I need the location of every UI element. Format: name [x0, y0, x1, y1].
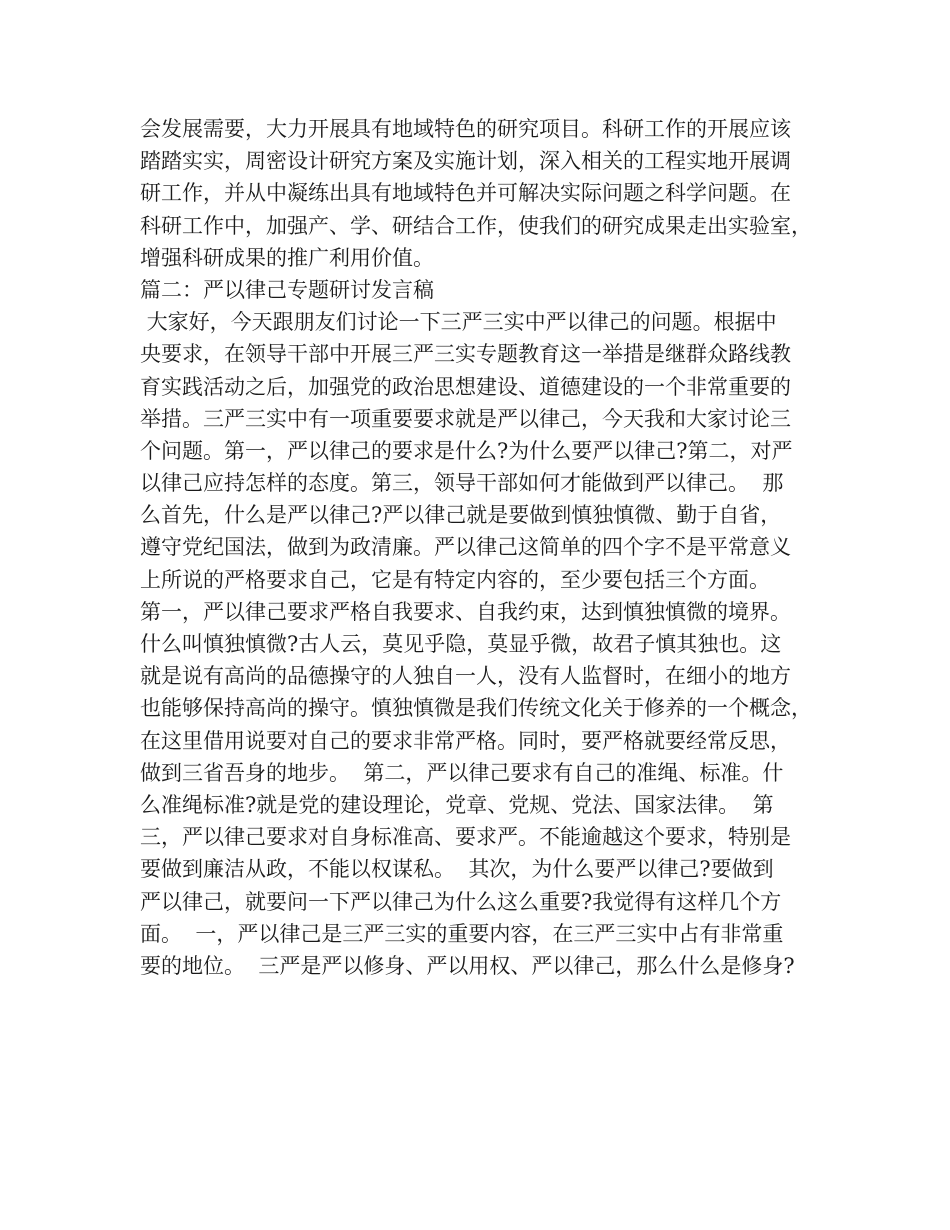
text-line-13: 么首先，什么是严以律己?严以律己就是要做到慎独慎微、勤于自省， [140, 503, 782, 528]
text-line-4: 科研工作中，加强产、学、研结合工作，使我们的研究成果走出实验室， [140, 213, 812, 238]
text-line-14: 遵守党纪国法，做到为政清廉。严以律己这简单的四个字不是平常意义 [140, 535, 791, 560]
text-line-20: 在这里借用说要对自己的要求非常严格。同时，要严格就要经常反思， [140, 728, 791, 753]
text-line-17: 什么叫慎独慎微?古人云，莫见乎隐，莫显乎微，故君子慎其独也。这 [140, 632, 782, 656]
text-line-2: 踏踏实实，周密设计研究方案及实施计划，深入相关的工程实地开展调 [140, 149, 791, 174]
text-line-15: 上所说的严格要求自己，它是有特定内容的，至少要包括三个方面。 [140, 567, 770, 592]
text-line-16: 第一，严以律己要求严格自我要求、自我约束，达到慎独慎微的境界。 [140, 599, 791, 624]
text-line-25: 严以律己，就要问一下严以律己为什么这么重要?我觉得有这样几个方 [140, 889, 782, 914]
text-line-19: 也能够保持高尚的操守。慎独慎微是我们传统文化关于修养的一个概念， [140, 696, 812, 721]
text-line-5: 增强科研成果的推广利用价值。 [140, 245, 434, 270]
text-line-3: 研工作，并从中凝练出具有地域特色并可解决实际问题之科学问题。在 [140, 181, 791, 206]
section-heading: 篇二：严以律己专题研讨发言稿 [140, 277, 434, 302]
text-line-22: 么准绳标准?就是党的建设理论，党章、党规、党法、国家法律。 第 [140, 792, 774, 817]
text-line-8: 央要求，在领导干部中开展三严三实专题教育这一举措是继群众路线教 [140, 342, 791, 367]
text-line-18: 就是说有高尚的品德操守的人独自一人，没有人监督时，在细小的地方 [140, 664, 791, 689]
text-line-26: 面。 一，严以律己是三严三实的重要内容，在三严三实中占有非常重 [140, 921, 784, 946]
text-line-21: 做到三省吾身的地步。 第二，严以律己要求有自己的准绳、标准。什 [140, 760, 784, 785]
text-line-7: 大家好，今天跟朋友们讨论一下三严三实中严以律己的问题。根据中 [140, 310, 777, 335]
text-line-12: 以律己应持怎样的态度。第三，领导干部如何才能做到严以律己。 那 [140, 471, 784, 496]
document-body [140, 113, 830, 982]
text-line-27: 要的地位。 三严是严以修身、严以用权、严以律己，那么什么是修身? [140, 953, 795, 978]
text-line-11: 个问题。第一，严以律己的要求是什么?为什么要严以律己?第二，对严 [140, 438, 793, 463]
text-line-24: 要做到廉洁从政，不能以权谋私。 其次，为什么要严以律己?要做到 [140, 857, 774, 882]
text-line-23: 三，严以律己要求对自身标准高、要求严。不能逾越这个要求，特别是 [140, 825, 791, 850]
text-line-9: 育实践活动之后，加强党的政治思想建设、道德建设的一个非常重要的 [140, 374, 791, 399]
text-line-10: 举措。三严三实中有一项重要要求就是严以律己，今天我和大家讨论三 [140, 406, 791, 431]
text-line-1: 会发展需要，大力开展具有地域特色的研究项目。科研工作的开展应该 [140, 117, 791, 141]
